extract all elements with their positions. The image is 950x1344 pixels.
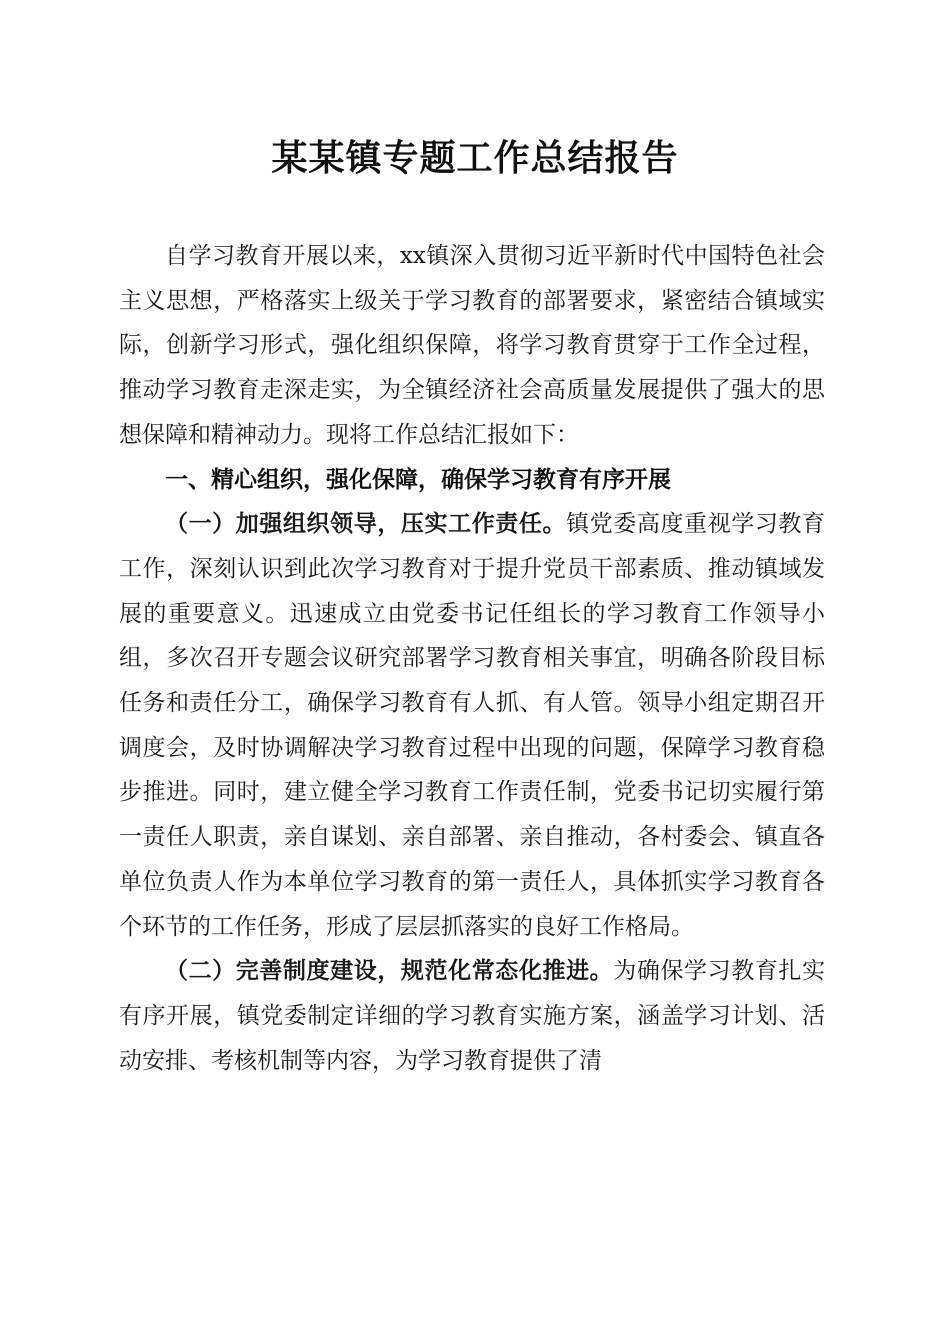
paragraph-1-lead: （一）加强组织领导，压实工作责任。 — [165, 511, 567, 538]
paragraph-2-lead: （二）完善制度建设，规范化常态化推进。 — [165, 958, 614, 985]
intro-paragraph: 自学习教育开展以来，xx镇深入贯彻习近平新时代中国特色社会主义思想，严格落实上级关于学习教育的部署要求，紧密结合镇域实际，创新学习形式，强化组织保障，将学习教育贯穿于工作全过程，推动学习教育走深走实，为全镇经济社会高质量发展提供了强大的思想保障和精神动力。现将工作总结汇报如下： — [119, 243, 825, 448]
document-body — [119, 234, 825, 1083]
document-title: 某某镇专题工作总结报告 — [271, 137, 679, 179]
paragraph-2-text: 为确保学习教育扎实有序开展，镇党委制定详细的学习教育实施方案，涵盖学习计划、活动安排、考核机制等内容，为学习教育提供了清 — [119, 958, 826, 1074]
section-heading: 一、精心组织，强化保障，确保学习教育有序开展 — [165, 466, 671, 493]
paragraph-2 — [119, 949, 825, 1083]
paragraph-1-text: 镇党委高度重视学习教育工作，深刻认识到此次学习教育对于提升党员干部素质、推动镇域发展的重要意义。迅速成立由党委书记任组长的学习教育工作领导小组，多次召开专题会议研究部署学习教育相关事宜，明确各阶段目标任务和责任分工，确保学习教育有人抓、有人管。领导小组定期召开调度会，及时协调解决学习教育过程中出现的问题，保障学习教育稳步推进。同时，建立健全学习教育工作责任制，党委书记切实履行第一责任人职责，亲自谋划、亲自部署、亲自推动，各村委会、镇直各单位负责人作为本单位学习教育的第一责任人，具体抓实学习教育各个环节的工作任务，形成了层层抓落实的良好工作格局。 — [119, 511, 826, 940]
paragraph-1 — [119, 502, 825, 949]
